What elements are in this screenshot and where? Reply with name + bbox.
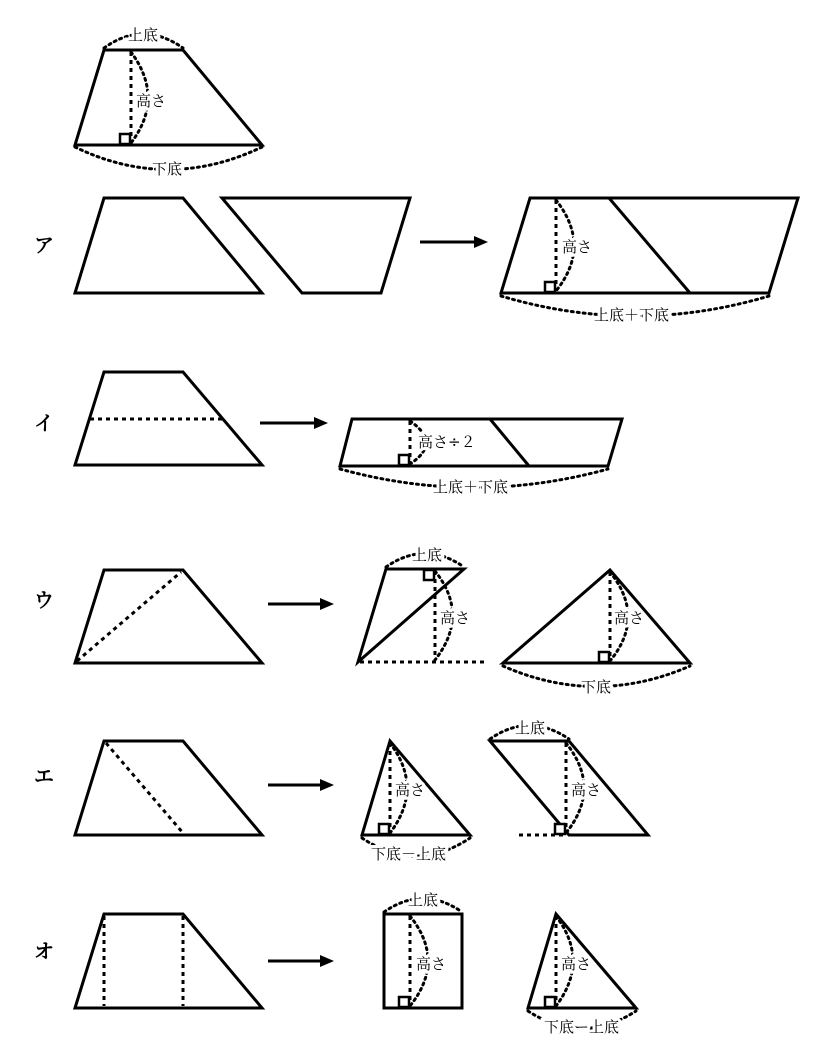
trapezoid-shape (75, 914, 262, 1008)
row-i (34, 372, 622, 496)
height-label: 高さ (416, 955, 447, 973)
arrow-head-icon (320, 779, 334, 791)
height-label: 高さ (440, 609, 471, 627)
lower-triangle-shape (503, 570, 690, 663)
row-i-label: イ (34, 411, 54, 435)
reference-trapezoid (75, 26, 262, 178)
height-label: 高さ (562, 238, 593, 256)
upper-base-label: 上底 (515, 719, 546, 737)
row-a (34, 198, 798, 324)
trapezoid-shape (75, 372, 262, 465)
right-angle-mark (424, 570, 434, 580)
upper-base-label: 上底 (128, 26, 159, 44)
arrow-head-icon (320, 955, 334, 967)
arrow-head-icon (320, 598, 334, 610)
height-label: 高さ (136, 92, 167, 110)
height-label: 高さ (571, 781, 602, 799)
join-line (490, 419, 529, 466)
sum-label: 上底＋下底 (594, 306, 670, 324)
upper-base-label: 上底 (408, 891, 439, 909)
right-angle-mark (399, 997, 409, 1007)
right-angle-mark (545, 282, 555, 292)
right-angle-mark (545, 997, 555, 1007)
cut-line (106, 743, 183, 833)
row-a-label: ア (34, 233, 54, 257)
trapezoid-shape (75, 570, 262, 663)
height-label: 高さ (614, 609, 645, 627)
half-height-label: 高さ÷２ (418, 433, 476, 451)
height-label: 高さ (561, 955, 592, 973)
diff-label: 下底－上底 (371, 845, 447, 863)
right-angle-mark (120, 134, 130, 144)
trapezoid-shape (75, 741, 262, 835)
row-o-label: オ (34, 939, 54, 963)
right-angle-mark (379, 824, 389, 834)
upper-base-label: 上底 (412, 546, 443, 564)
diagonal-line (77, 572, 181, 661)
row-e-label: エ (34, 764, 54, 788)
diff-label: 下底ー上底 (544, 1018, 620, 1036)
parallelogram-shape (340, 419, 622, 466)
trapezoid-shape (75, 50, 262, 145)
row-o (34, 891, 636, 1036)
parallelogram-shape (490, 741, 648, 835)
row-e (34, 719, 648, 863)
lower-base-label: 下底 (152, 160, 183, 178)
right-angle-mark (555, 824, 565, 834)
arrow-head-icon (474, 236, 488, 248)
right-angle-mark (399, 455, 409, 465)
height-label: 高さ (395, 781, 426, 799)
arrow-head-icon (314, 417, 328, 429)
row-u (34, 546, 690, 696)
row-u-label: ウ (34, 588, 54, 612)
join-line (609, 198, 690, 293)
sum-label: 上底＋下底 (433, 478, 509, 496)
lower-base-label: 下底 (581, 678, 612, 696)
right-angle-mark (599, 652, 609, 662)
